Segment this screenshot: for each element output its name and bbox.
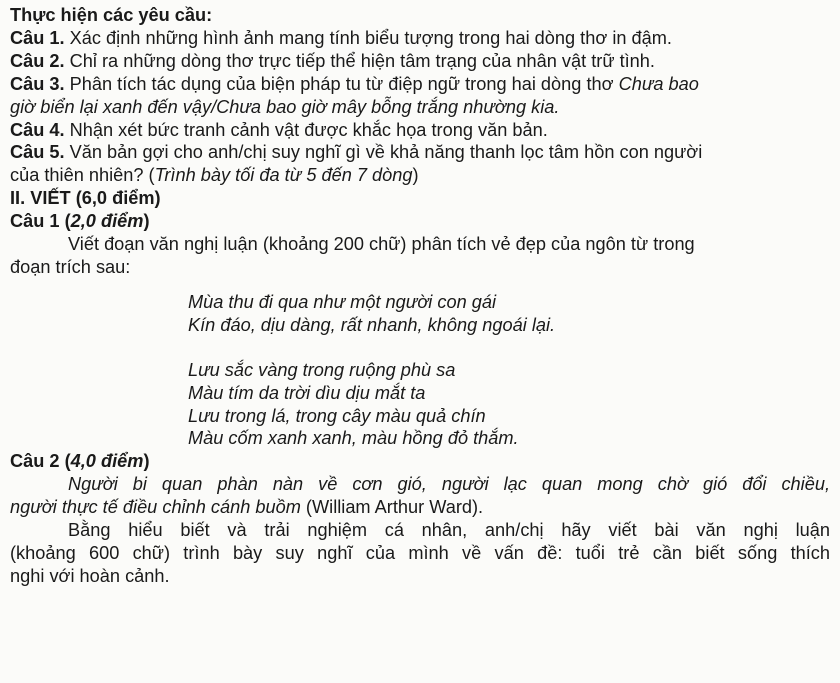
question-2	[10, 50, 830, 73]
question-4	[10, 119, 830, 142]
quotation-text: người thực tế điều chỉnh cánh buồm	[10, 497, 301, 518]
question-text: Nhận xét bức tranh cảnh vật được khắc họa trong văn bản.	[64, 119, 548, 140]
question-5-continued	[10, 164, 830, 187]
poem-line: Kín đáo, dịu dàng, rất nhanh, không ngoái lại.	[188, 314, 556, 335]
question-3	[10, 73, 830, 96]
question-label: Câu 2 (	[10, 451, 71, 472]
question-points: 2,0 điểm	[70, 211, 144, 232]
quotation: Người bi quan phàn nàn về cơn gió, người lạc quan mong chờ gió đổi chiều,	[68, 474, 830, 495]
question-1	[10, 27, 830, 50]
question-5	[10, 141, 830, 164]
section-title: II. VIẾT (6,0 điểm)	[10, 188, 161, 209]
question-label: Câu 4.	[10, 119, 65, 140]
question-text: Xác định những hình ảnh mang tính biểu tượng trong hai dòng thơ in đậm.	[64, 27, 672, 48]
poem-line: Mùa thu đi qua như một người con gái	[188, 291, 497, 312]
question-label: Câu 1.	[10, 27, 65, 48]
question-label-close: )	[143, 451, 150, 472]
poem-line: Màu tím da trời dìu dịu mắt ta	[188, 382, 426, 403]
question-3-continued: giờ biển lại xanh đến vậy/Chưa bao giờ mây bỗng trắng nhường kia.	[10, 96, 560, 117]
quotation-continued	[10, 496, 830, 519]
writing-question-2-prompt: Bằng hiểu biết và trải nghiệm cá nhân, anh/chị hãy viết bài văn nghị luận	[68, 520, 830, 541]
poem-line: Màu cốm xanh xanh, màu hồng đỏ thắm.	[188, 428, 519, 449]
question-text: Chỉ ra những dòng thơ trực tiếp thể hiện tâm trạng của nhân vật trữ tình.	[64, 50, 655, 71]
poem-line: Lưu trong lá, trong cây màu quả chín	[188, 405, 486, 426]
quotation-author: (William Arthur Ward).	[300, 497, 484, 518]
question-label: Câu 1 (	[10, 211, 71, 232]
question-label: Câu 3.	[10, 73, 65, 94]
question-text: Văn bản gợi cho anh/chị suy nghĩ gì về khả năng thanh lọc tâm hồn con người	[64, 142, 703, 163]
question-label-close: )	[143, 211, 150, 232]
length-note: Trình bày tối đa từ 5 đến 7 dòng	[154, 165, 413, 186]
question-points: 4,0 điểm	[70, 451, 144, 472]
question-label: Câu 5.	[10, 142, 65, 163]
question-text-end: )	[412, 165, 419, 186]
quoted-lines: Chưa bao	[618, 73, 699, 94]
writing-question-2-prompt-end: nghi với hoàn cảnh.	[10, 565, 170, 586]
question-text: của thiên nhiên? (	[10, 165, 155, 186]
question-label: Câu 2.	[10, 50, 65, 71]
writing-question-1-prompt: Viết đoạn văn nghị luận (khoảng 200 chữ) phân tích vẻ đẹp của ngôn từ trong	[68, 234, 695, 255]
writing-question-1-prompt-continued: đoạn trích sau:	[10, 256, 131, 277]
writing-question-1-heading	[10, 210, 830, 233]
question-text: Phân tích tác dụng của biện pháp tu từ điệp ngữ trong hai dòng thơ	[64, 73, 619, 94]
writing-question-2-prompt-continued: (khoảng 600 chữ) trình bày suy nghĩ của mình về vấn đề: tuổi trẻ cần biết sống thích	[10, 542, 830, 563]
poem-line: Lưu sắc vàng trong ruộng phù sa	[188, 359, 456, 380]
writing-question-2-heading	[10, 450, 830, 473]
instructions-heading: Thực hiện các yêu cầu:	[10, 5, 213, 25]
